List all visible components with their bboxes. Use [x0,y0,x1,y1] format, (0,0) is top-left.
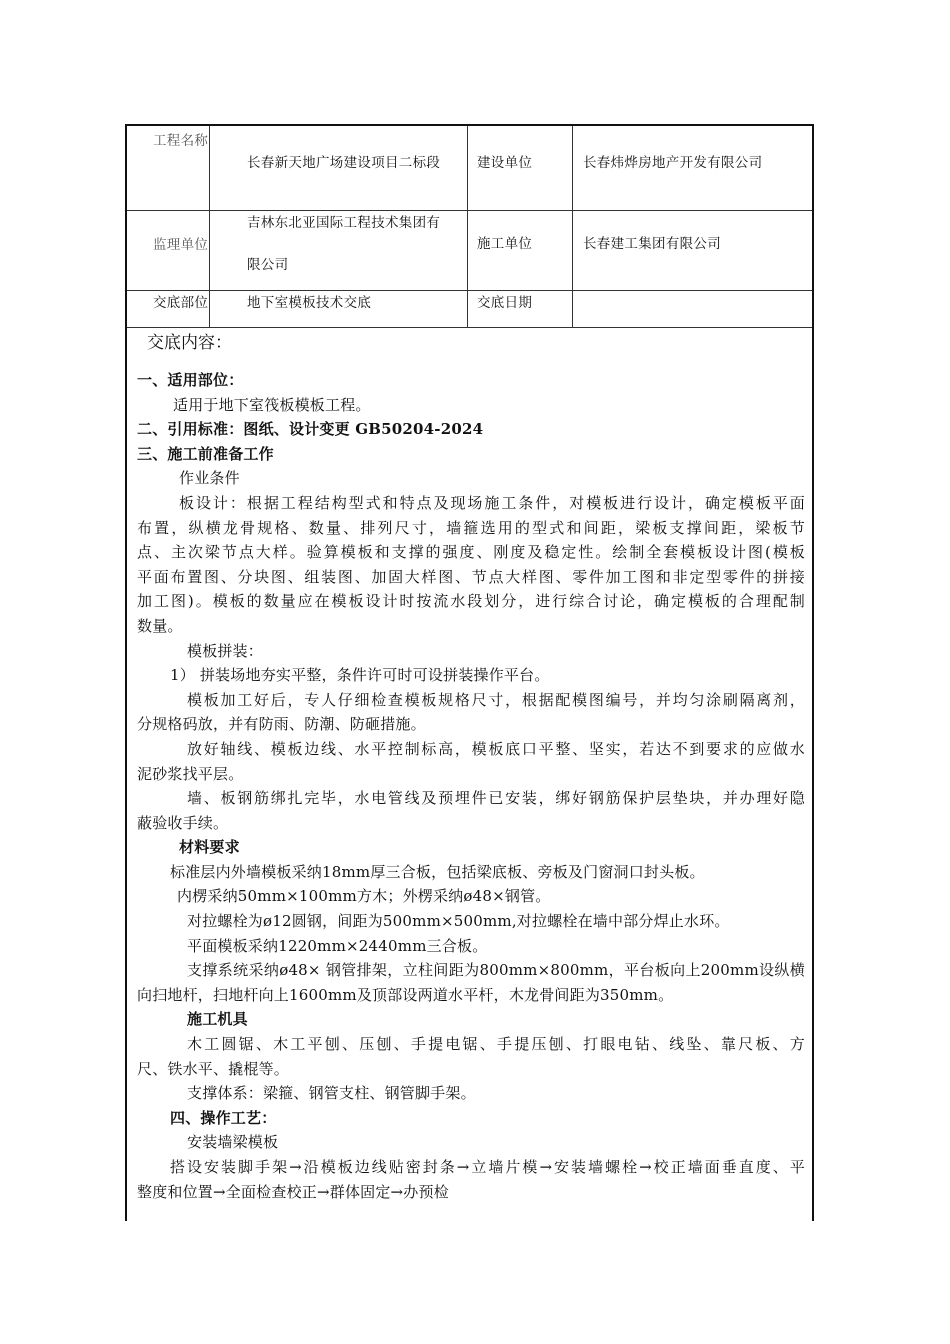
content-line: 放好轴线、模板边线、水平控制标高，模板底口平整、坚实，若达不到要求的应做水 [187,739,805,758]
handover-part-value: 地下室模板技术交底 [247,295,372,311]
content-line: 数量。 [137,616,183,635]
content-line: 加工图)。模板的数量应在模板设计时按流水段划分，进行综合讨论，确定模板的合理配制 [137,592,805,611]
content-line: 平面模板采纳1220mm×2440mm三合板。 [187,936,488,955]
content-line: 支撑系统采纳ø48× 钢管排架，立柱间距为800mm×800mm，平台板向上200mm设纵横 [187,961,805,980]
content-line: 内楞采纳50mm×100mm方木；外楞采纳ø48×钢管。 [177,887,551,906]
content-line: 三、施工前准备工作 [137,444,274,463]
content-line: 1） 拼装场地夯实平整，条件许可时可设拼装操作平台。 [170,666,550,685]
handover-form [125,124,814,1221]
content-line: 搭设安装脚手架→沿模板边线贴密封条→立墙片模→安装墙螺栓→校正墙面垂直度、平 [170,1158,805,1176]
project-name-label: 工程名称 [153,133,209,149]
content-line: 向扫地杆，扫地杆向上1600mm及顶部设两道水平杆，木龙骨间距为350mm。 [137,985,674,1004]
supervisor-value-line1: 吉林东北亚国际工程技术集团有 [247,215,441,231]
content-line: 安装墙梁模板 [187,1133,279,1152]
content-line: 二、引用标准：图纸、设计变更 GB50204-2024 [137,420,484,439]
content-line: 墙、板钢筋绑扎完毕，水电管线及预埋件已安装，绑好钢筋保护层垫块，并办理好隐 [187,789,805,808]
content-line: 材料要求 [179,838,240,857]
row-divider [127,290,812,291]
project-name-value: 长春新天地广场建设项目二标段 [247,155,441,171]
supervisor-label: 监理单位 [153,237,209,253]
builder-value: 长春炜烨房地产开发有限公司 [583,155,763,171]
content-line: 木工圆锯、木工平刨、压刨、手提电锯、手提压刨、打眼电钻、线坠、靠尺板、方 [187,1035,805,1054]
content-line: 整度和位置→全面检查校正→群体固定→办预检 [137,1182,449,1201]
supervisor-value-line2: 限公司 [247,257,289,273]
content-lines [137,368,805,1204]
content-title: 交底内容： [147,333,232,353]
content-line: 标准层内外墙模板采纳18mm厚三合板，包括梁底板、旁板及门窗洞口封头板。 [170,862,705,881]
content-line: 施工机具 [187,1010,248,1029]
row-divider [127,210,812,211]
contractor-label: 施工单位 [477,236,533,252]
handover-content [137,328,805,1204]
content-line: 对拉螺栓为ø12圆钢，间距为500mm×500mm,对拉螺栓在墙中部分焊止水环。 [187,912,730,931]
contractor-value: 长春建工集团有限公司 [583,236,721,252]
content-line: 布置，纵横龙骨规格、数量、排列尺寸，墙箍选用的型式和间距，梁板支撑间距，梁板节 [137,518,805,537]
content-line: 一、适用部位： [137,371,244,389]
handover-date-label: 交底日期 [477,295,533,311]
content-line: 四、操作工艺： [170,1108,277,1127]
content-line: 平面布置图、分块图、组装图、加固大样图、节点大样图、零件加工图和非定型零件的拼接 [137,567,805,586]
content-line: 蔽验收手续。 [137,813,229,832]
content-line: 作业条件 [179,469,240,488]
content-line: 模板拼装： [187,641,264,660]
handover-part-label: 交底部位 [153,295,209,311]
content-line: 分规格码放，并有防雨、防潮、防砸措施。 [137,715,426,734]
content-line: 模板加工好后，专人仔细检查模板规格尺寸，根据配模图编号，并均匀涂刷隔离剂， [187,690,805,709]
content-line: 点、主次梁节点大样。验算模板和支撑的强度、刚度及稳定性。绘制全套模板设计图(模板 [137,543,805,562]
content-line: 尺、铁水平、撬棍等。 [137,1059,290,1078]
content-line: 泥砂浆找平层。 [137,764,244,783]
column-divider [467,126,468,327]
content-line: 支撑体系：梁箍、钢管支柱、钢管脚手架。 [187,1084,476,1103]
content-line: 适用于地下室筏板模板工程。 [173,395,371,414]
builder-label: 建设单位 [477,155,533,171]
column-divider [209,126,210,327]
content-line: 板设计：根据工程结构型式和特点及现场施工条件，对模板进行设计，确定模板平面 [179,493,805,512]
column-divider [572,126,573,327]
